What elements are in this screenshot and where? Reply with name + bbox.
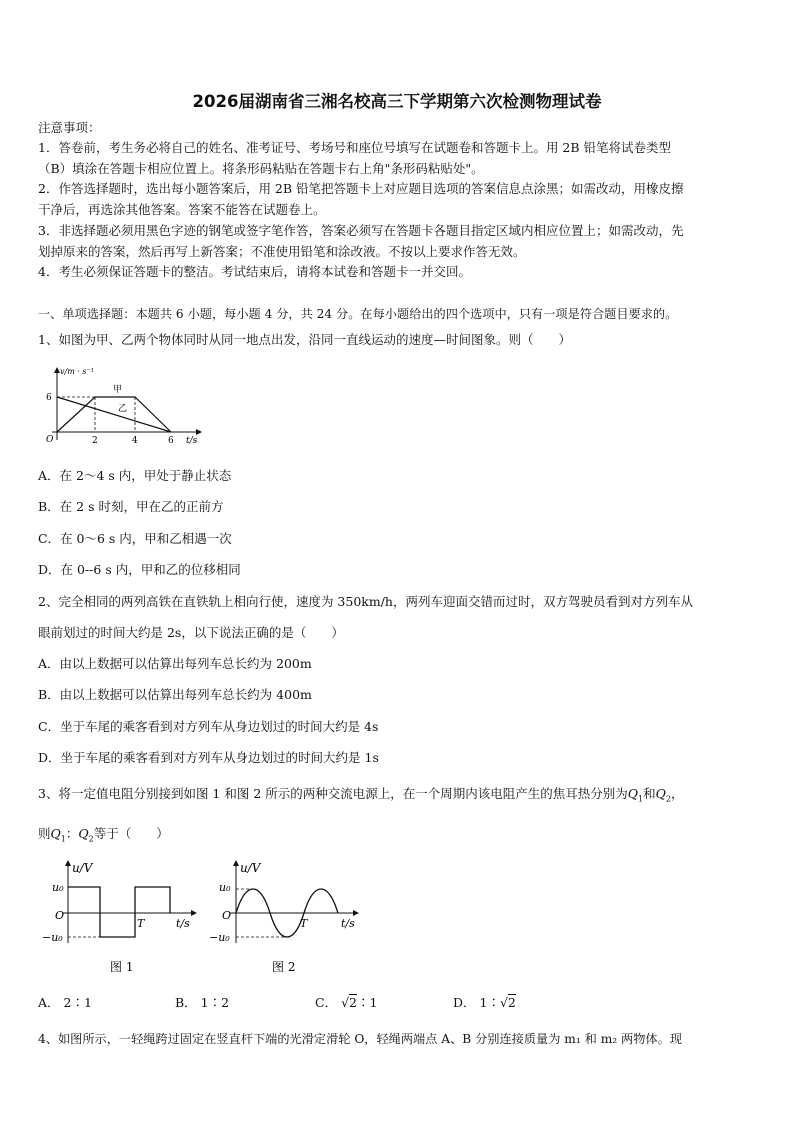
q1-option-c: C．在 0～6 s 内，甲和乙相遇一次 — [38, 531, 232, 546]
sqrt-symbol: √ — [341, 995, 350, 1010]
notice-line: 3．非选择题必须用黑色字迹的钢笔或签字笔作答，答案必须写在答题卡各题目指定区域内相应位置上；如需改动，先 — [38, 223, 684, 238]
notice-heading: 注意事项： — [38, 120, 101, 135]
notice-line: （B）填涂在答题卡相应位置上。将条形码粘贴在答题卡右上角"条形码粘贴处"。 — [38, 161, 484, 176]
sqrt-symbol: √ — [499, 995, 508, 1010]
x-tick-6: 6 — [168, 436, 174, 446]
T-label: T — [300, 917, 308, 930]
label-jia: 甲 — [113, 385, 123, 395]
q1-stem: 1、如图为甲、乙两个物体同时从同一地点出发，沿同一直线运动的速度—时间图象。则（ ） — [38, 332, 571, 347]
neg-u0-label: −u₀ — [209, 931, 230, 944]
q3-option-a: A． 2∶1 — [38, 995, 92, 1010]
T-label: T — [137, 917, 145, 930]
q2-option-d: D．坐于车尾的乘客看到对方列车从身边划过的时间大约是 1s — [38, 750, 379, 765]
origin-label: O — [46, 435, 54, 445]
y-tick-6: 6 — [46, 393, 52, 403]
u0-label: u₀ — [52, 881, 64, 894]
square-wave — [68, 887, 170, 937]
q1-option-a: A．在 2～4 s 内，甲处于静止状态 — [38, 468, 232, 483]
x-tick-2: 2 — [92, 436, 98, 446]
y-axis-label: u/V — [72, 861, 93, 875]
notice-line: 划掉原来的答案，然后再写上新答案；不准使用铅笔和涂改液。不按以上要求作答无效。 — [38, 244, 526, 259]
q2-option-c: C．坐于车尾的乘客看到对方列车从身边划过的时间大约是 4s — [38, 719, 379, 734]
notice-line: 干净后，再选涂其他答案。答案不能答在试题卷上。 — [38, 202, 326, 217]
q3-option-c: C． √2∶1 — [315, 995, 378, 1010]
neg-u0-label: −u₀ — [42, 931, 63, 944]
origin-label: O — [55, 909, 65, 922]
x-axis-label: t/s — [186, 436, 198, 446]
q3-figure-2-sine-wave — [208, 855, 368, 980]
q3-figure-1-square-wave — [38, 855, 208, 980]
figure-2-caption: 图 2 — [272, 960, 296, 974]
q2-stem-line1: 2、完全相同的两列高铁在直铁轨上相向行使，速度为 350km/h，两列车迎面交错而过时，双方驾驶员看到对方列车从 — [38, 594, 693, 609]
origin-label: O — [222, 909, 232, 922]
label-yi: 乙 — [118, 404, 128, 414]
notice-line: 1．答卷前，考生务必将自己的姓名、准考证号、考场号和座位号填写在试题卷和答题卡上。用 2B 铅笔将试卷类型 — [38, 140, 672, 155]
q4-stem: 4、如图所示，一轻绳跨过固定在竖直杆下端的光滑定滑轮 O，轻绳两端点 A、B 分别连接质量为 m₁ 和 m₂ 两物体。现 — [38, 1032, 682, 1046]
q2-option-a: A．由以上数据可以估算出每列车总长约为 200m — [38, 656, 312, 671]
y-axis-label: v/m · s⁻¹ — [60, 367, 94, 376]
notice-line: 2．作答选择题时，选出每小题答案后，用 2B 铅笔把答题卡上对应题目选项的答案信息点涂黑；如需改动，用橡皮擦 — [38, 181, 684, 196]
q3-stem-line1: 3、将一定值电阻分别接到如图 1 和图 2 所示的两种交流电源上，在一个周期内该电阻产生的焦耳热分别为$Q_1$和$Q_2$， — [38, 786, 684, 804]
u0-label: u₀ — [219, 881, 231, 894]
q3-option-d: D． 1∶√2 — [453, 995, 516, 1010]
q3-stem-line2: 则$Q_1$：$Q_2$等于（ ） — [38, 826, 169, 844]
q1-option-d: D．在 0--6 s 内，甲和乙的位移相同 — [38, 562, 241, 577]
page-title: 2026届湖南省三湘名校高三下学期第六次检测物理试卷 — [192, 92, 602, 111]
figure-1-caption: 图 1 — [110, 960, 134, 974]
section-heading: 一、单项选择题：本题共 6 小题，每小题 4 分，共 24 分。在每小题给出的四个选项中，只有一项是符合题目要求的。 — [38, 307, 678, 321]
q1-vt-graph — [36, 362, 216, 448]
q2-option-b: B．由以上数据可以估算出每列车总长约为 400m — [38, 687, 312, 702]
q2-stem-line2: 眼前划过的时间大约是 2s，以下说法正确的是（ ） — [38, 625, 344, 640]
x-tick-4: 4 — [132, 436, 138, 446]
x-axis-label: t/s — [176, 917, 190, 930]
q1-option-b: B．在 2 s 时刻，甲在乙的正前方 — [38, 499, 224, 514]
y-axis-label: u/V — [240, 861, 261, 875]
series-yi — [57, 397, 171, 432]
q3-option-b: B． 1∶2 — [175, 995, 230, 1010]
x-axis-label: t/s — [341, 917, 355, 930]
notice-line: 4．考生必须保证答题卡的整洁。考试结束后，请将本试卷和答题卡一并交回。 — [38, 264, 471, 279]
